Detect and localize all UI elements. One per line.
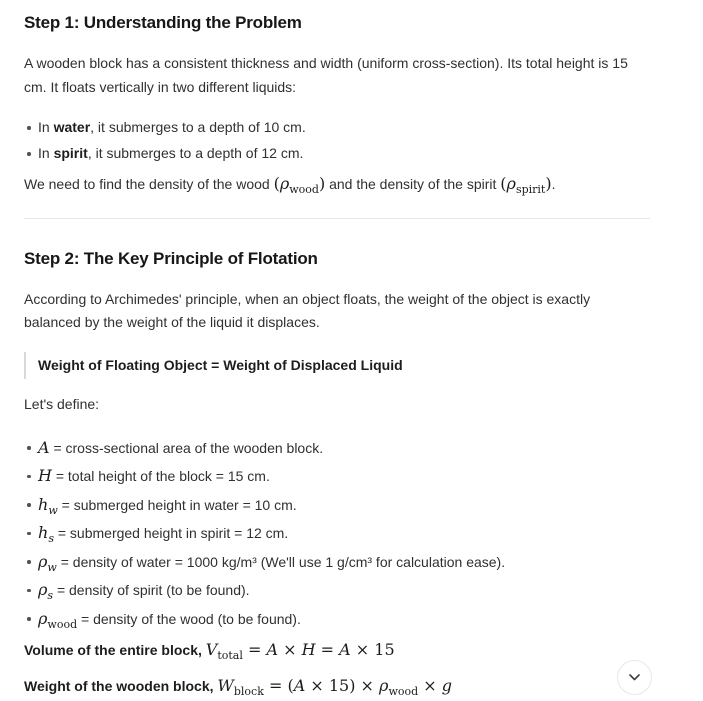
step1-goal-paragraph: We need to find the density of the wood $(\rho_{wood})$ and the density of the spirit $(\rho_{spirit})$. (24, 173, 556, 196)
math-expression: $h_w$ (38, 494, 58, 517)
list-item: $\rho_{wood}$ = density of the wood (to be found). (24, 605, 650, 634)
step1-heading: Step 1: Understanding the Problem (24, 13, 302, 32)
list-item: $\rho_w$ = density of water = 1000 kg/m³ (We'll use 1 g/cm³ for calculation ease). (24, 548, 650, 577)
define-label: Let's define: (24, 396, 100, 412)
math-expression: $(\rho_{wood})$ (273, 173, 326, 196)
step2-heading: Step 2: The Key Principle of Flotation (24, 248, 318, 268)
math-expression: H (38, 466, 52, 485)
step1-bullet-list (24, 116, 650, 166)
scroll-to-bottom-button[interactable] (617, 660, 652, 695)
step2-intro-paragraph: According to Archimedes' principle, when an object floats, the weight of the object is exactly balanced by the weight of the liquid it displaces. (24, 290, 591, 330)
list-item: $h_w$ = submerged height in water = 10 cm. (24, 491, 650, 520)
math-expression: A (38, 437, 50, 457)
weight-formula-line: Weight of the wooden block, $W_{block} = (A \times 15) \times \rho_{wood} \times g$ (24, 676, 452, 699)
math-expression: $h_s$ (38, 523, 54, 546)
list-item: A = cross-sectional area of the wooden block. (24, 434, 650, 463)
math-expression: $W_{block} = (A \times 15) \times \rho_{wood} \times g$ (217, 676, 452, 699)
principle-text: Weight of Floating Object = Weight of Displaced Liquid (38, 356, 403, 373)
list-item: H = total height of the block = 15 cm. (24, 462, 650, 491)
list-item: In spirit, it submerges to a depth of 12 cm. (24, 142, 650, 166)
volume-formula-line: Volume of the entire block, $V_{total} = A \times H = A \times 15$ (24, 640, 395, 663)
list-item: $\rho_s$ = density of spirit (to be found). (24, 576, 650, 605)
math-expression: $\rho_s$ (38, 580, 54, 603)
definitions-list (24, 434, 650, 634)
math-expression: $(\rho_{spirit})$ (500, 173, 552, 196)
principle-blockquote (24, 352, 650, 380)
section-divider (24, 218, 650, 219)
step1-intro-paragraph: A wooden block has a consistent thickness and width (uniform cross-section). Its total height is 15 cm. It floats vertically in two different liquids: (24, 55, 628, 95)
list-item: $h_s$ = submerged height in spirit = 12 cm. (24, 519, 650, 548)
math-expression: $\rho_w$ (38, 551, 57, 574)
chevron-down-icon (628, 673, 641, 682)
math-expression: $\rho_{wood}$ (38, 608, 78, 631)
math-expression: $V_{total} = A \times H = A \times 15$ (205, 640, 395, 663)
list-item: In water, it submerges to a depth of 10 cm. (24, 116, 650, 140)
